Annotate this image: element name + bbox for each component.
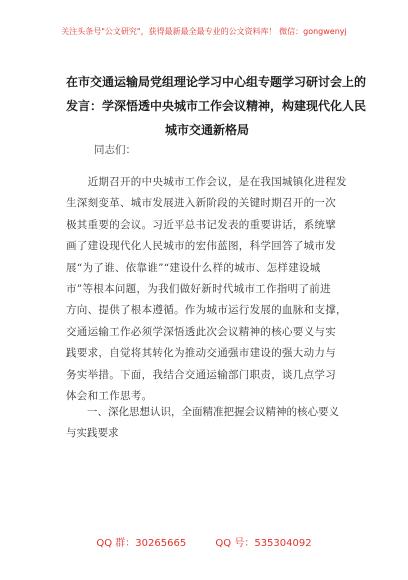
section-heading-line: 一、深化思想认识，全面精准把握会议精神的核心要义 [66, 406, 339, 418]
paragraph-line: 体会和工作思考。 [66, 390, 153, 403]
paragraph-line: 生深刻变革、城市发展进入新阶段的关键时期召开的一次 [66, 197, 336, 210]
header-promo-note: 关注头条号"公文研究"，获得最新最全最专业的公文资料库！ 微信：gongwenyj [61, 27, 347, 36]
body-paragraph [66, 172, 356, 407]
footer-contact [0, 534, 408, 549]
paragraph-line: 践要求，自觉将其转化为推动交通强市建设的强大动力与 [66, 347, 336, 360]
paragraph-line: 画了建设现代化人民城市的宏伟蓝图，科学回答了城市发 [66, 240, 336, 253]
footer-qq-group: QQ 群：30265665 [96, 538, 187, 549]
salutation: 同志们： [94, 144, 136, 156]
section-heading-line: 与实践要求 [66, 427, 119, 440]
paragraph-line: 务实举措。下面，我结合交通运输部门职责，谈几点学习 [66, 368, 336, 381]
title-line: 城市交通新格局 [164, 123, 249, 137]
paragraph-line: 交通运输工作必须学深悟透此次会议精神的核心要义与实 [66, 325, 336, 338]
section-heading [66, 402, 356, 445]
paragraph-line: 近期召开的中央城市工作会议，是在我国城镇化进程发 [66, 176, 347, 188]
paragraph-line: 极其重要的会议。习近平总书记发表的重要讲话，系统擘 [66, 218, 336, 231]
paragraph-line: 方向、提供了根本遵循。作为城市运行发展的血脉和支撑， [66, 304, 347, 317]
paragraph-line: 市”等根本问题，为我们做好新时代城市工作指明了前进 [66, 283, 331, 296]
title-line: 在市交通运输局党组理论学习中心组专题学习研讨会上的 [66, 75, 367, 89]
paragraph-line: 展“为了谁、依靠谁”“建设什么样的城市、怎样建设城 [66, 261, 321, 274]
document-title [66, 70, 367, 142]
title-line: 发言：学深悟透中央城市工作会议精神，构建现代化人民 [66, 99, 367, 113]
footer-qq-number: QQ 号：535304092 [215, 538, 312, 549]
